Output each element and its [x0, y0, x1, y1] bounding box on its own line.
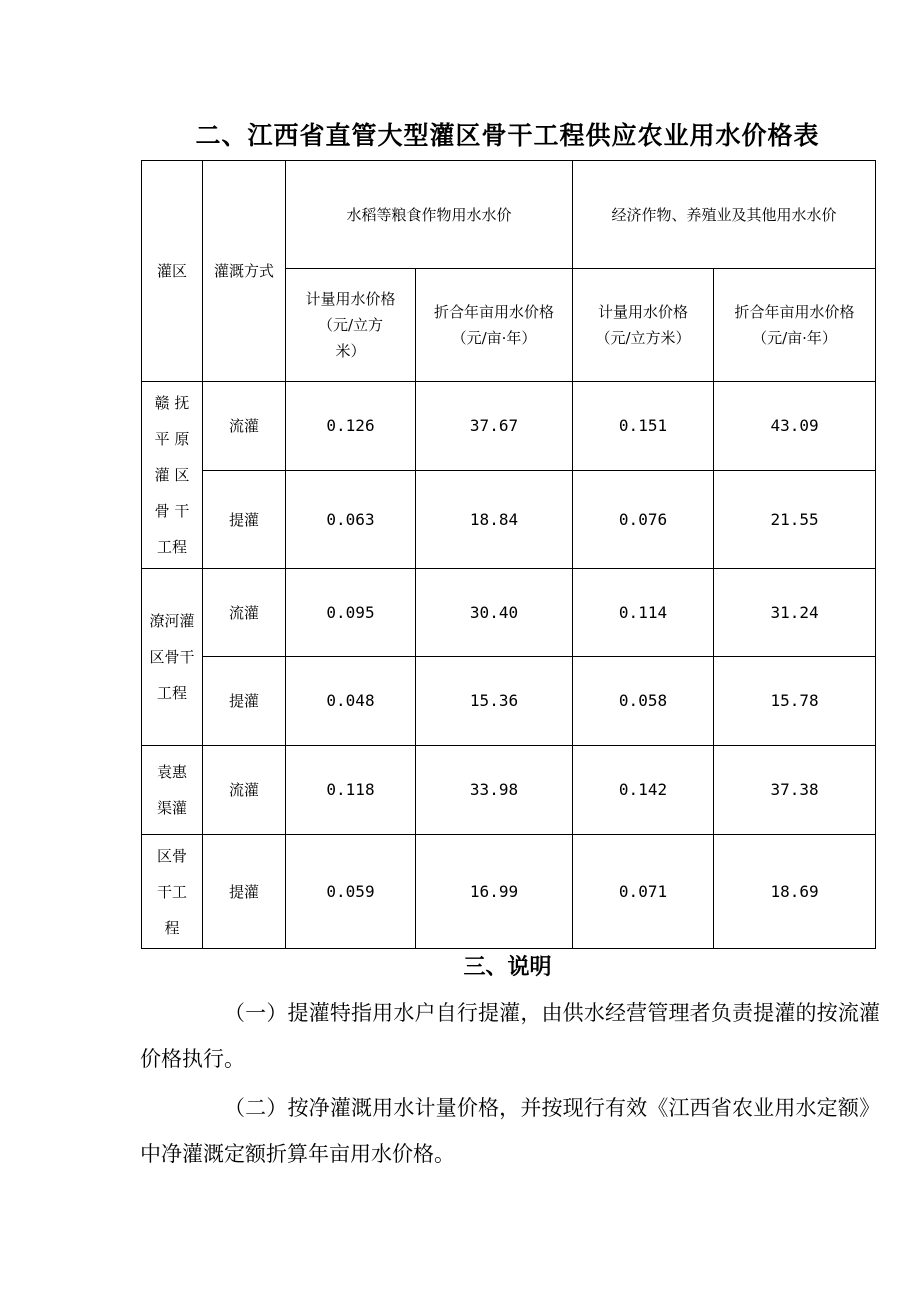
area-label-line: 区骨干: [149, 648, 195, 666]
table-row: [142, 657, 876, 746]
area-label-line: 潦河灌: [149, 612, 195, 630]
value-cell: 0.058: [573, 657, 714, 746]
header-annual-price: 折合年亩用水价格 （元/亩·年）: [416, 269, 573, 382]
method-cell: 流灌: [203, 746, 286, 835]
water-price-table: [141, 160, 876, 949]
value-cell: 0.071: [573, 835, 714, 949]
area-label-line: 平 原: [154, 430, 190, 448]
area-label-line: 渠灌: [156, 799, 187, 817]
value-cell: 37.38: [714, 746, 876, 835]
value-cell: 0.151: [573, 382, 714, 471]
value-cell: 33.98: [416, 746, 573, 835]
method-cell: 流灌: [203, 569, 286, 657]
value-cell: 0.114: [573, 569, 714, 657]
value-cell: 0.063: [286, 471, 416, 569]
area-label-line: 工程: [156, 538, 187, 556]
value-cell: 0.095: [286, 569, 416, 657]
value-cell: 30.40: [416, 569, 573, 657]
area-yuanhui-bottom: [142, 835, 203, 949]
header-meter-price-econ: 计量用水价格 （元/立方米）: [573, 269, 714, 382]
value-cell: 0.142: [573, 746, 714, 835]
value-cell: 0.059: [286, 835, 416, 949]
table-row: [142, 471, 876, 569]
value-cell: 18.69: [714, 835, 876, 949]
method-cell: 提灌: [203, 657, 286, 746]
value-cell: 0.126: [286, 382, 416, 471]
section-heading: 三、说明: [463, 955, 552, 980]
value-cell: 16.99: [416, 835, 573, 949]
header-grain-price: 水稻等粮食作物用水水价: [286, 161, 573, 269]
page-title: 二、江西省直管大型灌区骨干工程供应农业用水价格表: [195, 121, 820, 150]
value-cell: 0.118: [286, 746, 416, 835]
method-cell: 流灌: [203, 382, 286, 471]
area-label-line: 程: [164, 918, 180, 937]
value-cell: 18.84: [416, 471, 573, 569]
table-row: [142, 382, 876, 471]
area-label-line: 赣 抚: [154, 394, 190, 412]
value-cell: 43.09: [714, 382, 876, 471]
note-paragraph-1: （一）提灌特指用水户自行提灌，由供水经营管理者负责提灌的按流灌价格执行。: [140, 1001, 880, 1071]
header-annual-price-econ: 折合年亩用水价格 （元/亩·年）: [714, 269, 876, 382]
table-row: [142, 746, 876, 835]
header-econ-price: 经济作物、养殖业及其他用水水价: [573, 161, 876, 269]
area-label-line: 工程: [156, 684, 187, 702]
header-area: 灌区: [142, 161, 203, 382]
value-cell: 15.78: [714, 657, 876, 746]
value-cell: 15.36: [416, 657, 573, 746]
header-method: 灌溉方式: [203, 161, 286, 382]
area-label-line: 袁惠: [156, 763, 187, 781]
table-row: [142, 835, 876, 949]
table-row: [142, 569, 876, 657]
area-yuanhui-top: [142, 746, 203, 835]
value-cell: 21.55: [714, 471, 876, 569]
area-label-line: 区骨: [156, 846, 187, 865]
area-liaohe: [142, 569, 203, 746]
area-label-line: 灌 区: [154, 466, 190, 484]
method-cell: 提灌: [203, 835, 286, 949]
area-label-line: 骨 干: [154, 502, 190, 520]
value-cell: 0.076: [573, 471, 714, 569]
value-cell: 37.67: [416, 382, 573, 471]
method-cell: 提灌: [203, 471, 286, 569]
value-cell: 31.24: [714, 569, 876, 657]
note-paragraph-2: （二）按净灌溉用水计量价格，并按现行有效《江西省农业用水定额》中净灌溉定额折算年亩用水价格。: [140, 1096, 880, 1166]
value-cell: 0.048: [286, 657, 416, 746]
area-label-line: 干工: [156, 882, 187, 901]
header-meter-price: 计量用水价格 （元/立方 米）: [286, 269, 416, 382]
area-ganfu: [142, 382, 203, 569]
